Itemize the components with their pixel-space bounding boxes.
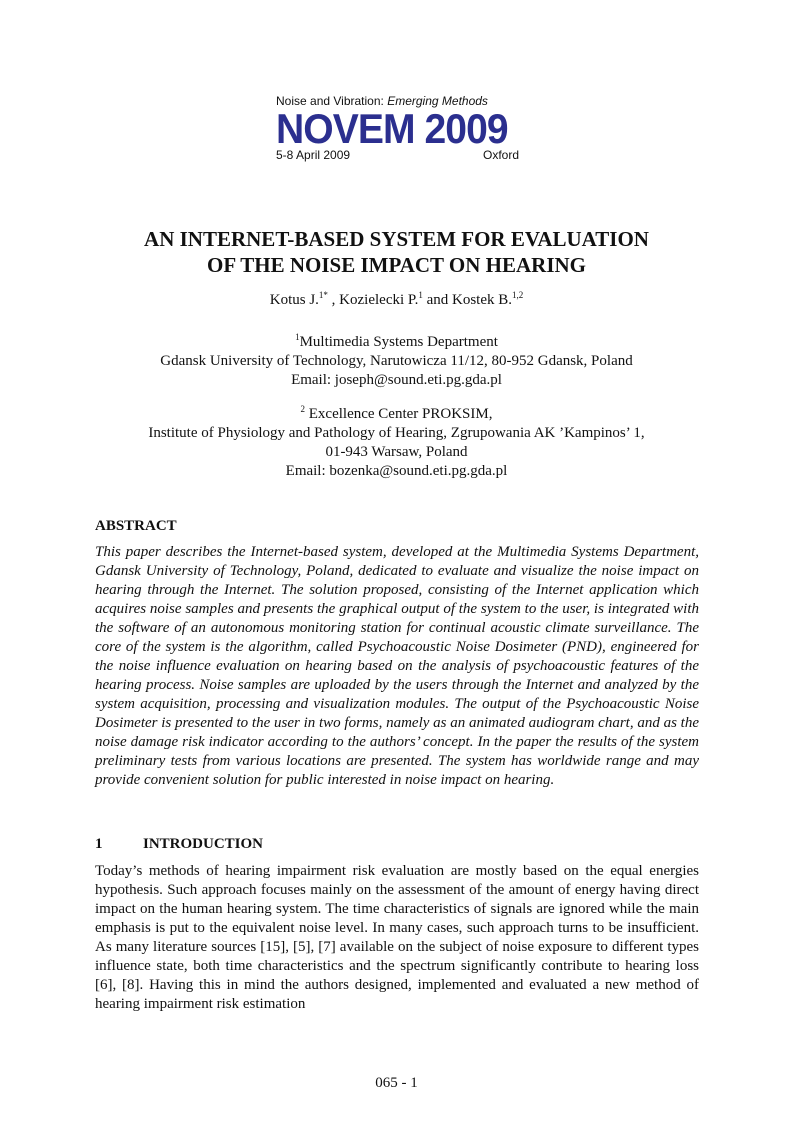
section-heading [95, 836, 263, 853]
paper-title [0, 226, 793, 278]
section-number: 1 [95, 836, 103, 852]
paper-title-line: OF THE NOISE IMPACT ON HEARING [206, 253, 587, 277]
affiliation-department-text: Excellence Center PROKSIM, [305, 406, 493, 422]
affiliation-address: Gdansk University of Technology, Narutowicza 11/12, 80-952 Gdansk, Poland [160, 353, 633, 369]
conference-location: Oxford [482, 148, 519, 162]
affiliation-address: Institute of Physiology and Pathology of Hearing, Zgrupowania AK ’Kampinos’ 1, [148, 425, 645, 441]
author-name: , Kozielecki P. [327, 292, 419, 308]
author-affiliation-mark: 1,2 [512, 290, 524, 300]
conference-dates: 5-8 April 2009 [276, 148, 351, 162]
conference-header [276, 94, 519, 162]
author-affiliation-mark: 1 [418, 290, 423, 300]
author-list [0, 291, 793, 310]
conference-series-subtitle: Emerging Methods [387, 94, 488, 108]
author-name: Kotus J. [269, 292, 319, 308]
section-title: INTRODUCTION [143, 836, 264, 852]
section-body-text: Today’s methods of hearing impairment risk evaluation are mostly based on the equal energies hypothesis. Such approach focuses mainly on the assessment of the amount of energy having direct impact on the human hearing system. The time characteristics of signals are ignored while the main emphasis is put to the equivalent noise level. In many cases, such approach turns to be insufficient. As many literature sources [15], [5], [7] available on the subject of noise exposure to different types influence state, both time characteristics and the spectrum significantly contribute to hearing loss [6], [8]. Having this in mind the authors designed, implemented and evaluated a new method of hearing impairment risk estimation [95, 863, 699, 1012]
affiliation-2 [0, 405, 793, 481]
affiliation-city: 01-943 Warsaw, Poland [325, 444, 468, 460]
affiliation-mark: 2 [300, 404, 306, 414]
affiliation-department [0, 405, 793, 424]
affiliation-email: Email: bozenka@sound.eti.pg.gda.pl [285, 463, 508, 479]
conference-logo: NOVEM 2009 [276, 105, 508, 152]
affiliation-email: Email: joseph@sound.eti.pg.gda.pl [291, 372, 502, 388]
abstract-text: This paper describes the Internet-based system, developed at the Multimedia Systems Department, Gdansk University of Technology, Poland, dedicated to evaluate and visualize the noise impact on hearing through the Internet. The solution proposed, consisting of the Internet application which acquires noise samples and presents the graphical output of the system to the user, is integrated with the software of an autonomous monitoring station for continual acoustic climate surveillance. The core of the system is the algorithm, called Psychoacoustic Noise Dosimeter (PND), engineered for the noise influence evaluation on hearing based on the analysis of psychoacoustic features of the hearing process. Noise samples are uploaded by the users through the Internet and analyzed by the system acquisition, processing and visualization modules. The output of the Psychoacoustic Noise Dosimeter is presented to the user in two forms, namely as an animated audiogram chart, and as the noise damage risk indicator according to the authors’ concept. In the paper the results of the system preliminary tests from various locations are presented. The system has worldwide range and may provide convenient solution for public interested in noise impact on hearing. [95, 544, 699, 788]
affiliation-department-text: Multimedia Systems Department [299, 334, 498, 350]
affiliation-mark: 1 [295, 332, 300, 342]
paper-title-line: AN INTERNET-BASED SYSTEM FOR EVALUATION [144, 227, 649, 251]
affiliation-1 [0, 333, 793, 390]
abstract-heading: ABSTRACT [95, 518, 177, 534]
author-name: and Kostek B. [422, 292, 512, 308]
page-number: 065 - 1 [375, 1075, 418, 1091]
author-affiliation-mark: 1* [318, 290, 328, 300]
affiliation-department [0, 333, 793, 352]
conference-series-text: Noise and Vibration: [276, 94, 384, 108]
